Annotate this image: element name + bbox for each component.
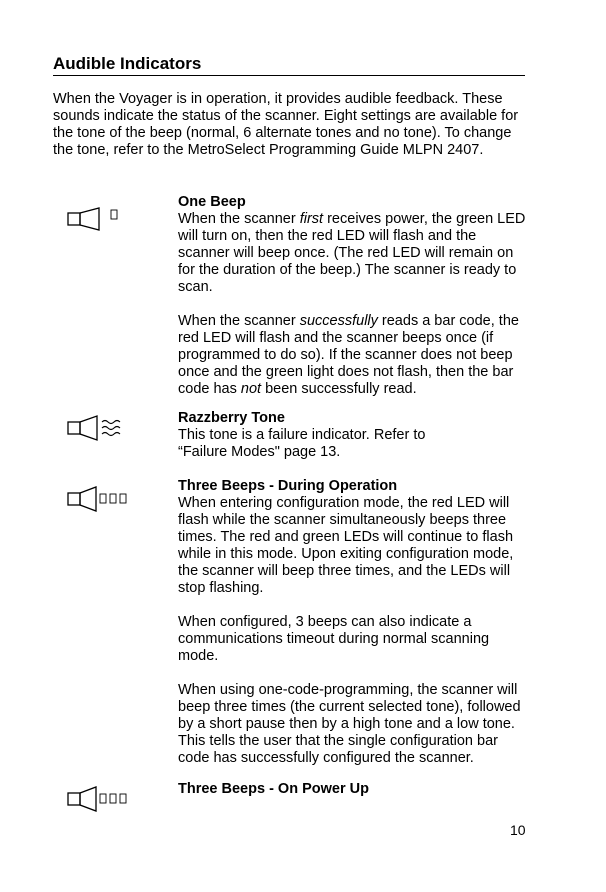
page-number: 10 xyxy=(510,822,526,838)
speaker-three-beeps-icon xyxy=(67,786,131,812)
speaker-one-beep-icon xyxy=(67,207,127,231)
section-heading: Audible Indicators xyxy=(53,54,525,76)
three-beeps-operation-paragraph-1: When entering configuration mode, the red LED will flash while the scanner simultaneously beeps three times. The red and green LEDs will continue to flash while in this mode. Upon exiting configuration mode, the scanner will beep three times, and the LEDs will stop flashing. xyxy=(178,495,514,596)
three-beeps-power-section xyxy=(178,781,528,798)
razzberry-line-1: This tone is a failure indicator. Refer to xyxy=(178,427,426,443)
one-beep-paragraph-2: When the scanner successfully reads a bar code, the red LED will flash and the scanner beeps once (if programmed to do so). If the scanner does not beep once and the green light does not flash, then the bar code has not been successfully read. xyxy=(178,313,519,397)
speaker-three-beeps-icon xyxy=(67,486,131,512)
three-beeps-operation-paragraph-3: When using one-code-programming, the scanner will beep three times (the current selected tone), followed by a short pause then by a high tone and a low tone. This tells the user that the single configuration bar code has successfully configured the scanner. xyxy=(178,682,521,766)
three-beeps-operation-paragraph-2: When configured, 3 beeps can also indicate a communications timeout during normal scanning mode. xyxy=(178,614,490,664)
three-beeps-operation-title: Three Beeps - During Operation xyxy=(178,478,398,494)
intro-paragraph: When the Voyager is in operation, it provides audible feedback. These sounds indicate the status of the scanner. Eight settings are available for the tone of the beep (normal, 6 alternate tones and no tone). To change the tone, refer to the MetroSelect Programming Guide MLPN 2407. xyxy=(53,91,519,158)
one-beep-section xyxy=(178,194,528,398)
razzberry-section xyxy=(178,410,528,461)
razzberry-title: Razzberry Tone xyxy=(178,410,285,426)
one-beep-title: One Beep xyxy=(178,194,246,210)
one-beep-paragraph-1: When the scanner first receives power, the green LED will turn on, then the red LED will flash and the scanner will beep once. (The red LED will remain on for the duration of the beep.) The scanner is ready to scan. xyxy=(178,211,526,295)
three-beeps-power-title: Three Beeps - On Power Up xyxy=(178,781,369,797)
razzberry-line-2: “Failure Modes" page 13. xyxy=(178,444,341,460)
speaker-razzberry-icon xyxy=(67,415,127,441)
three-beeps-operation-section xyxy=(178,478,528,767)
